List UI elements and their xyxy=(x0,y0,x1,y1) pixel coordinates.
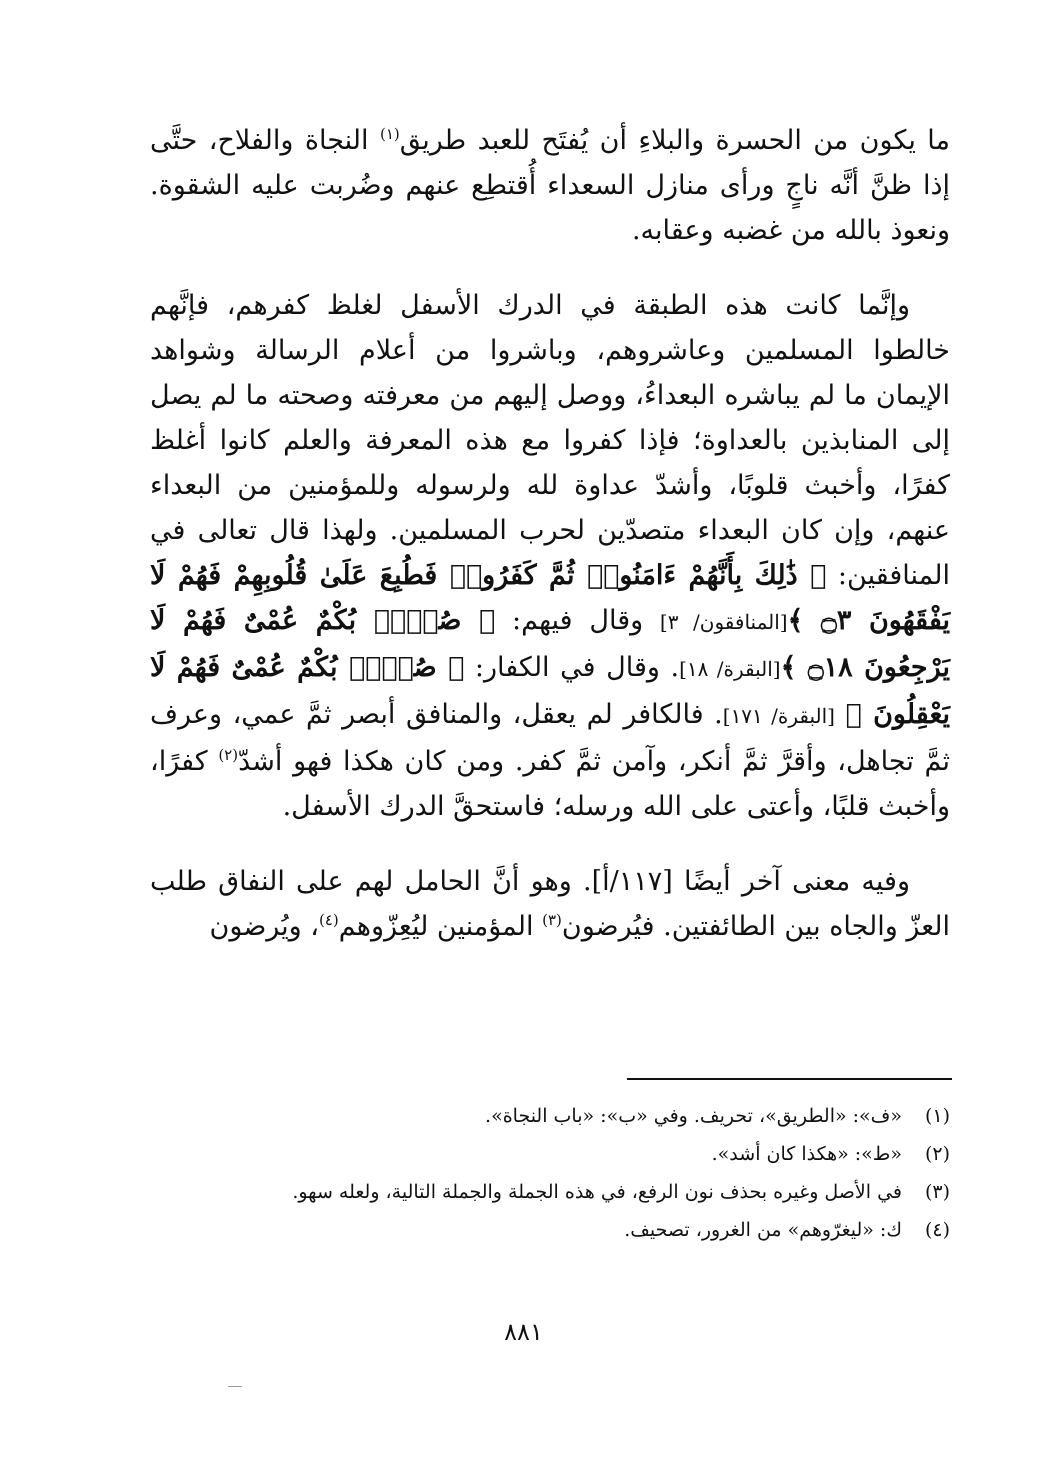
footnote-text: «ط»: «هكذا كان أشد». xyxy=(711,1143,902,1165)
footnotes xyxy=(150,1097,950,1249)
paragraph-3-text: وفيه معنى آخر أيضًا [١١٧/أ]. وهو أنَّ الحامل لهم على النفاق طلب العزّ والجاه بين الطائفتين. فيُرضون xyxy=(150,866,950,942)
quran-verse-3: ﴿ صُمٌّۢ بُكْمٌ عُمْىٌ فَهُمْ لَا يَعْقِلُونَ ﴾ xyxy=(150,652,951,730)
paragraph-2-text-3: . وقال في الكفار: xyxy=(464,652,680,683)
footnote-number: (١) xyxy=(924,1105,950,1127)
verse-reference-3: [البقرة/ ١٧١] xyxy=(722,704,835,728)
footnote-separator xyxy=(627,1078,952,1080)
scan-speck xyxy=(228,1386,242,1387)
footnote-number: (٢) xyxy=(924,1143,950,1165)
footnote-2 xyxy=(150,1135,950,1173)
verse-reference-1: [المنافقون/ ٣] xyxy=(659,610,788,634)
footnote-4 xyxy=(150,1211,950,1249)
footnote-ref-2[interactable]: (٢) xyxy=(218,746,239,764)
paragraph-2-text-4: . فالكافر لم يعقل، والمنافق أبصر ثمَّ عمي، وعرف ثمَّ تجاهل، وأقرَّ ثمَّ أنكر، وآمن ثمَّ كفر. ومن كان هكذا فهو أشدّ xyxy=(150,699,951,777)
footnote-number: (٣) xyxy=(924,1181,950,1203)
paragraph-2-text-5: كفرًا، وأخبث قلبًا، وأعتى على الله ورسله؛ فاستحقَّ الدرك الأسفل. xyxy=(150,746,950,822)
footnote-text: «ف»: «الطريق»، تحريف. وفي «ب»: «باب النجاة». xyxy=(485,1105,902,1127)
paragraph-1-text: ما يكون من الحسرة والبلاءِ أن يُفتَح للعبد طريق xyxy=(399,125,950,156)
paragraph-2 xyxy=(150,283,950,829)
footnote-ref-4[interactable]: (٤) xyxy=(319,911,339,929)
footnote-3 xyxy=(150,1173,950,1211)
footnote-number: (٤) xyxy=(924,1219,950,1241)
footnote-1 xyxy=(150,1097,950,1135)
paragraph-2-text-2: وقال فيهم: xyxy=(495,605,660,636)
paragraph-1-text-cont: النجاة والفلاح، حتَّى إذا ظنَّ أنَّه ناجٍ ورأى منازل السعداء أُقتطِع عنهم وضُربت عليه الشقوة. ونعوذ بالله من غضبه وعقابه. xyxy=(150,125,950,246)
quran-verse-1: ﴿ ذَٰلِكَ بِأَنَّهُمْ ءَامَنُوا۟ ثُمَّ كَفَرُوا۟ فَطُبِعَ عَلَىٰ قُلُوبِهِمْ فَهُمْ لَا يَفْقَهُونَ ۝٣ ﴾ xyxy=(150,560,951,636)
page-number: ٨٨١ xyxy=(504,1318,543,1346)
footnote-text: في الأصل وغيره بحذف نون الرفع، في هذه الجملة والجملة التالية، ولعله سهو. xyxy=(292,1181,902,1203)
paragraph-3 xyxy=(150,859,950,949)
verse-reference-2: [البقرة/ ١٨] xyxy=(679,657,781,681)
quran-verse-2: ﴿ صُمٌّۢ بُكْمٌ عُمْىٌ فَهُمْ لَا يَرْجِعُونَ ۝١٨ ﴾ xyxy=(150,605,950,683)
footnote-ref-3[interactable]: (٣) xyxy=(542,911,562,929)
footnote-ref-1[interactable]: (١) xyxy=(379,125,400,143)
paragraph-1 xyxy=(150,118,950,253)
paragraph-3-text-2: المؤمنين ليُعِزّوهم xyxy=(338,911,543,942)
footnote-text: ك: «ليغرّوهم» من الغرور، تصحيف. xyxy=(624,1219,902,1241)
paragraph-2-text: وإنَّما كانت هذه الطبقة في الدرك الأسفل لغلظ كفرهم، فإنَّهم خالطوا المسلمين وعاشروهم، وباشروا من أعلام الرسالة وشواهد الإيمان ما لم يباشره البعداءُ، ووصل إليهم من معرفته وصحته ما لم يصل إلى المنابذين بالعداوة؛ فإذا كفروا مع هذه المعرفة والعلم كانوا أغلظ كفرًا، وأخبث قلوبًا، وأشدّ عداوة لله ولرسوله وللمؤمنين من البعداء عنهم، وإن كان البعداء متصدّين لحرب المسلمين. ولهذا قال تعالى في المنافقين: xyxy=(150,290,951,591)
paragraph-3-text-3: ، ويُرضون xyxy=(209,911,319,942)
main-text xyxy=(150,118,950,949)
